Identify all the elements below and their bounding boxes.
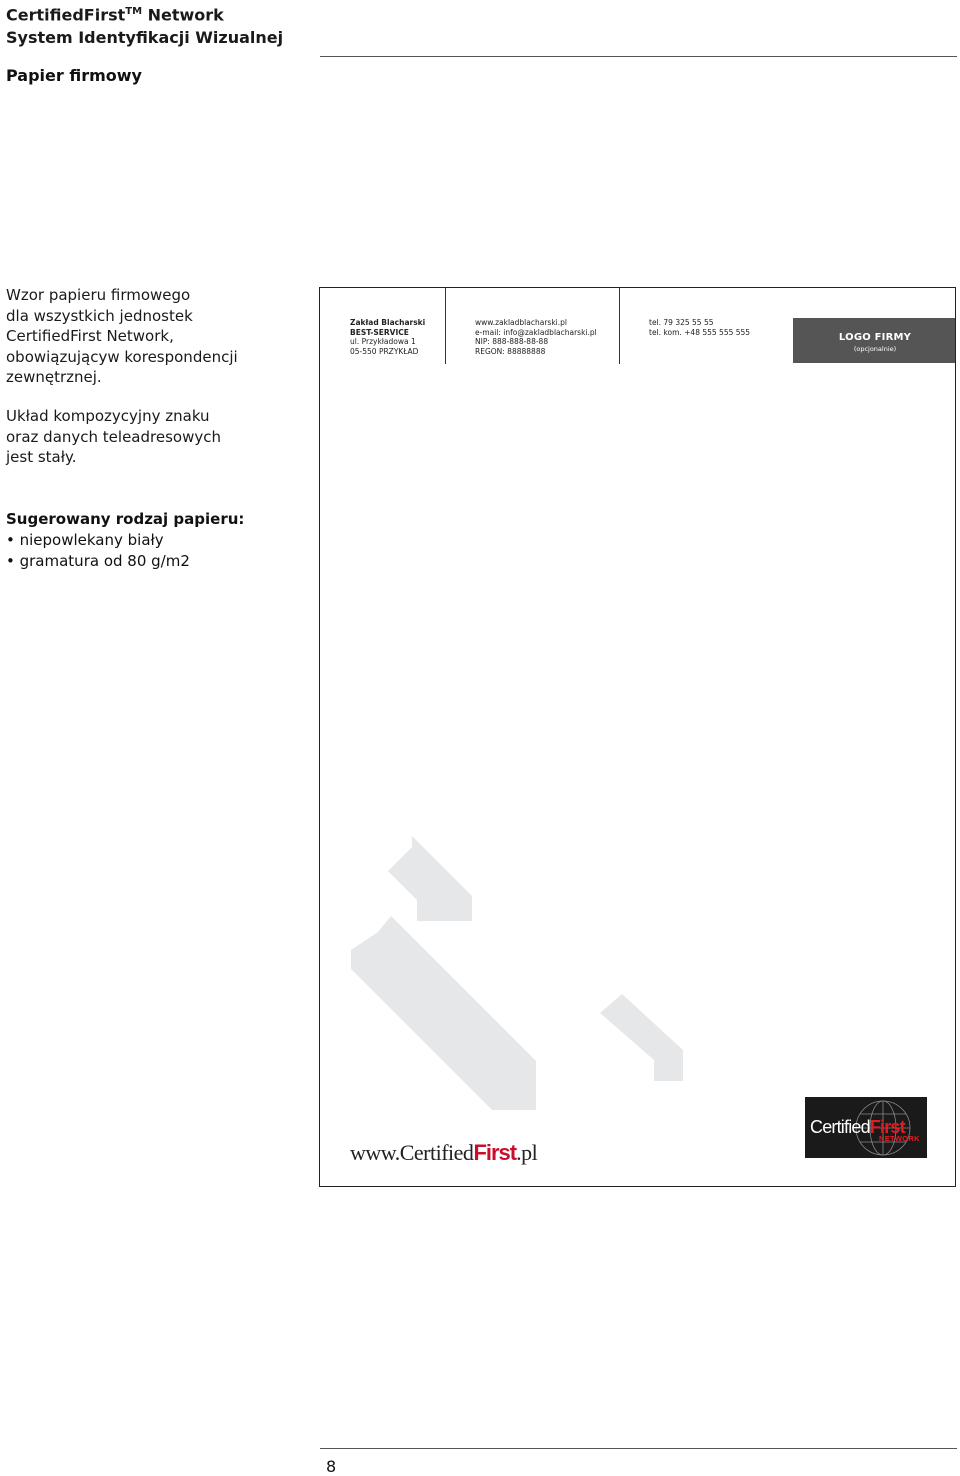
page-number: 8: [326, 1457, 337, 1476]
arrow-shape-large: [351, 916, 536, 1110]
company-logo-placeholder: LOGO FIRMY (opcjonalnie): [793, 318, 956, 363]
paper-item: • niepowlekany biały: [6, 531, 164, 549]
description-paragraph-2: Układ kompozycyjny znaku oraz danych teleadresowych jest stały.: [6, 407, 221, 466]
trademark-mark: TM: [125, 6, 143, 17]
paper-recommendation: [6, 509, 244, 572]
arrow-watermark: [320, 288, 956, 1187]
company-contact-block: www.zakladblacharski.pl e-mail: info@zakladblacharski.pl NIP: 888-888-88-88 REGON: 88888888: [475, 318, 597, 356]
bottom-divider: [320, 1448, 957, 1449]
top-divider: [320, 56, 957, 57]
footer-website-url: www.CertifiedFirst.pl: [350, 1140, 538, 1165]
arrow-shape-right: [600, 994, 683, 1081]
header-subtitle: System Identyfikacji Wizualnej: [6, 28, 284, 48]
letterhead-sheet: [319, 287, 956, 1187]
paper-recommendation-title: Sugerowany rodzaj papieru:: [6, 510, 245, 528]
header-title: CertifiedFirst™ Network System Identyfikacji Wizualnej: [6, 5, 284, 48]
arrow-shape-top: [388, 836, 472, 921]
description-paragraph-1: Wzor papieru firmowego dla wszystkich jednostek CertifiedFirst Network, obowiązującyw korespondencji zewnętrznej.: [6, 286, 238, 386]
company-phone-block: tel. 79 325 55 55 tel. kom. +48 555 555 555: [649, 318, 751, 337]
paper-item: • gramatura od 80 g/m2: [6, 552, 190, 570]
section-title: Papier firmowy: [6, 66, 142, 85]
certifiedfirst-logo: CertifiedFirst NETWORK: [805, 1097, 927, 1158]
company-address-block: Zakład Blacharski BEST-SERVICE ul. Przykładowa 1 05-550 PRZYKŁAD: [350, 318, 426, 356]
